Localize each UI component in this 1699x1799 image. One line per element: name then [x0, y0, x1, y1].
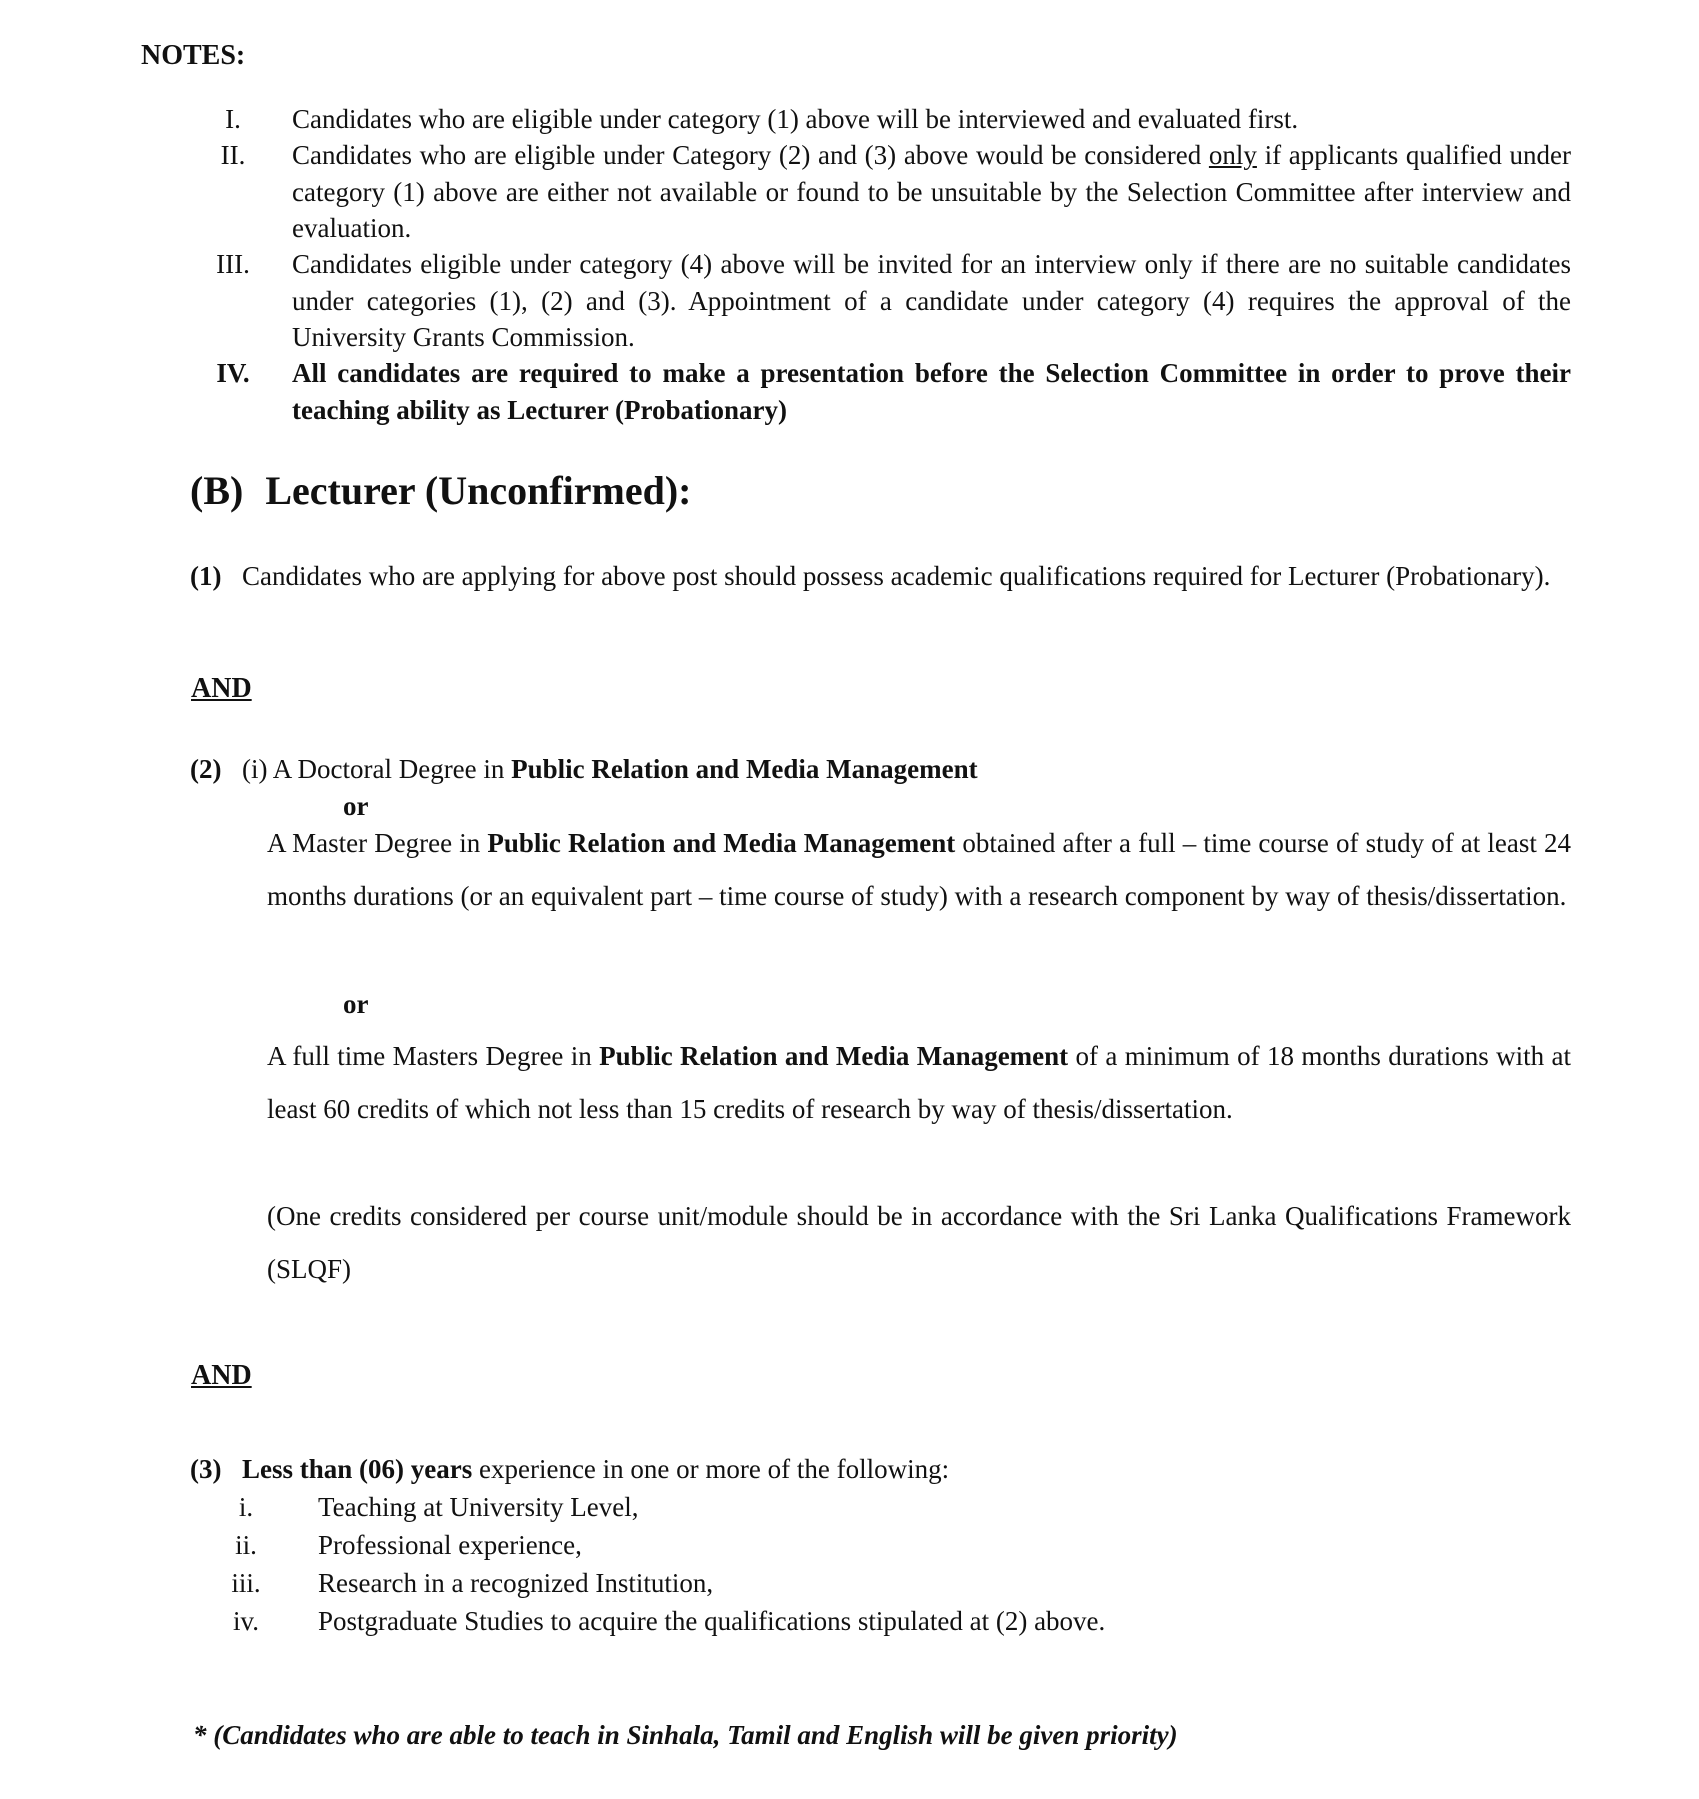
note-number: I. [225, 104, 241, 134]
list-item-number: i. [238, 1492, 254, 1522]
or-label: or [343, 791, 369, 821]
section-title: Lecturer (Unconfirmed): [265, 468, 692, 513]
and-label: AND [191, 673, 252, 704]
note-text: All candidates are required to make a presentation before the Selection Committee in order to prove their teaching ability as Lecturer (Probationary) [292, 358, 1571, 425]
list-item: Professional experience, [318, 1530, 582, 1560]
note-text: Candidates who are eligible under category (1) above will be interviewed and evaluated first. [292, 104, 1299, 134]
note-number: III. [216, 249, 250, 279]
list-item-number: iii. [231, 1568, 261, 1598]
list-item: Postgraduate Studies to acquire the qualifications stipulated at (2) above. [318, 1606, 1106, 1636]
paragraph-number: (1) [190, 561, 222, 591]
list-item-number: iv. [233, 1606, 259, 1636]
master-degree-paragraph: A Master Degree in Public Relation and Media Management obtained after a full – time course of study of at least 24 months durations (or an equivalent part – time course of study) with a research component by way of thesis/dissertation. [267, 828, 1571, 911]
doctoral-degree-line: (i) A Doctoral Degree in Public Relation and Media Management [242, 754, 978, 784]
paragraph-number: (2) [190, 754, 222, 784]
fulltime-masters-paragraph: A full time Masters Degree in Public Relation and Media Management of a minimum of 18 months durations with at least 60 credits of which not less than 15 credits of research by way of thesis/dissertation. [267, 1041, 1571, 1124]
notes-title: NOTES: [141, 40, 246, 71]
note-number: IV. [216, 358, 250, 388]
or-label: or [343, 989, 369, 1019]
note-text: Candidates eligible under category (4) above will be invited for an interview only if there are no suitable candidates under categories (1), (2) and (3). Appointment of a candidate under category (4) requires the approval of the University Grants Commission. [292, 249, 1571, 352]
note-text: Candidates who are eligible under Category (2) and (3) above would be considered only if applicants qualified under category (1) above are either not available or found to be unsuitable by the Selection Committee after interview and evaluation. [292, 140, 1571, 243]
experience-line: Less than (06) years experience in one or more of the following: [242, 1454, 950, 1484]
paragraph-text: Candidates who are applying for above post should possess academic qualifications required for Lecturer (Probationary). [242, 561, 1551, 591]
section-heading [190, 467, 692, 514]
list-item: Teaching at University Level, [318, 1492, 639, 1522]
note-number: II. [220, 140, 246, 170]
section-label: (B) [190, 468, 244, 513]
slqf-note: (One credits considered per course unit/module should be in accordance with the Sri Lanka Qualifications Framework (SLQF) [267, 1201, 1571, 1284]
emphasis-only: only [1208, 140, 1257, 170]
priority-footnote: * (Candidates who are able to teach in Sinhala, Tamil and English will be given priority) [193, 1720, 1178, 1750]
paragraph-number: (3) [190, 1454, 222, 1484]
list-item-number: ii. [235, 1530, 257, 1560]
and-label: AND [191, 1360, 252, 1391]
list-item: Research in a recognized Institution, [318, 1568, 714, 1598]
